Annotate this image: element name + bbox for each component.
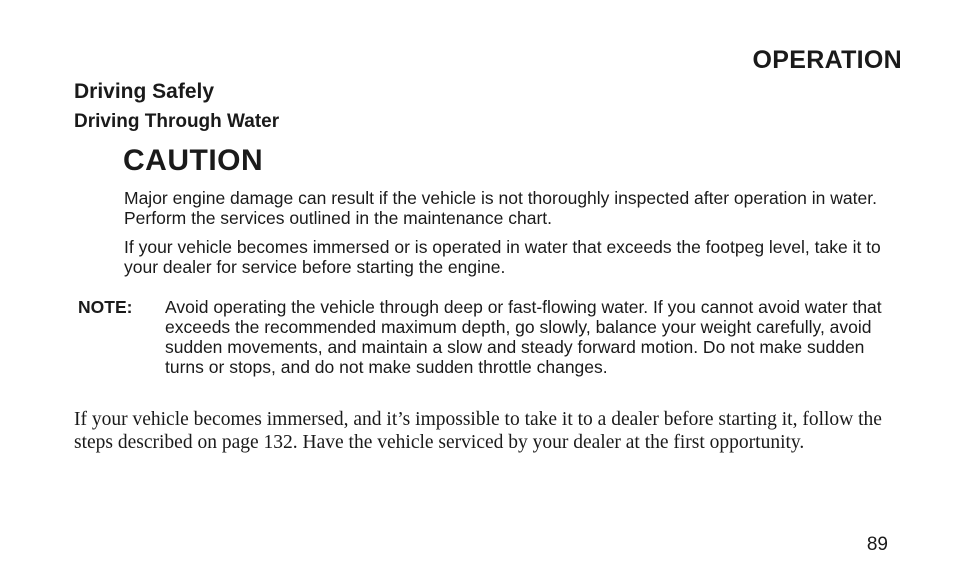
- section-header: OPERATION: [752, 46, 902, 74]
- caution-paragraph: If your vehicle becomes immersed or is operated in water that exceeds the footpeg level, take it to your dealer for service before starting the engine.: [124, 237, 881, 277]
- heading-driving-through-water: Driving Through Water: [74, 111, 280, 132]
- body-paragraph: If your vehicle becomes immersed, and it’s impossible to take it to a dealer before starting it, follow the steps described on page 132. Have the vehicle serviced by your dealer at the first opportunity.: [74, 409, 882, 453]
- caution-title: CAUTION: [123, 144, 264, 177]
- page-number: 89: [866, 534, 888, 555]
- note-label: NOTE:: [78, 297, 133, 317]
- heading-driving-safely: Driving Safely: [74, 80, 215, 103]
- note-text: Avoid operating the vehicle through deep or fast-flowing water. If you cannot avoid water that exceeds the recommended maximum depth, go slowly, balance your weight carefully, avoid sudden movements, and maintain a slow and steady forward motion. Do not make sudden turns or stops, and do not make sudden throttle changes.: [165, 297, 882, 377]
- caution-paragraph: Major engine damage can result if the vehicle is not thoroughly inspected after operation in water. Perform the services outlined in the maintenance chart.: [124, 188, 877, 228]
